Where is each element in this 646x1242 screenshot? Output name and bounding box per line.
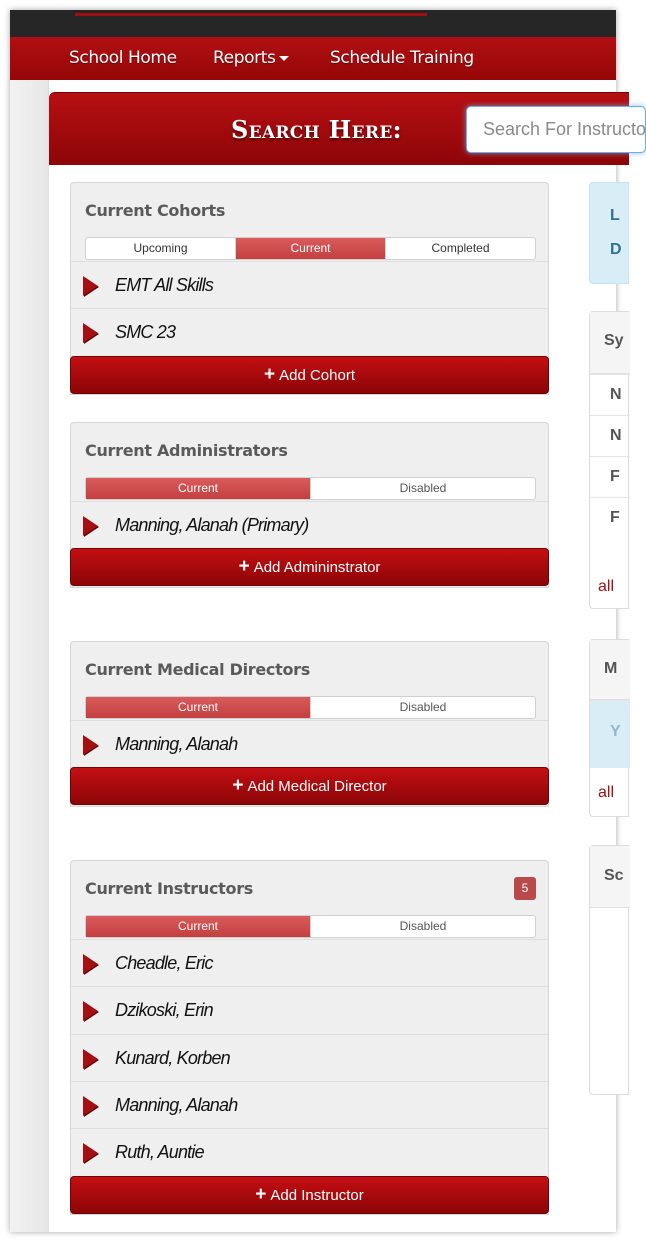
instructors-title: Current Instructors: [85, 879, 254, 898]
top-accent-line: [75, 13, 427, 16]
nav-schedule-training[interactable]: Schedule Training: [330, 48, 474, 68]
instructor-item[interactable]: [71, 986, 548, 1033]
instructor-item[interactable]: [71, 1034, 548, 1081]
right-panel-2-title: M: [604, 660, 618, 677]
right-panel-3-title: Sc: [604, 867, 624, 884]
left-gutter: [10, 80, 49, 1232]
expand-arrow-icon: [83, 1049, 98, 1069]
administrator-item[interactable]: [71, 501, 548, 548]
right-panel-1-title: Sy: [604, 332, 624, 349]
search-banner: [49, 92, 629, 165]
instructor-name: Cheadle, Eric: [115, 953, 213, 973]
right-panel-2-link[interactable]: all: [598, 784, 615, 801]
instructor-name: Kunard, Korben: [115, 1048, 230, 1068]
row-text: N: [610, 386, 622, 403]
add-instructor-button[interactable]: [70, 1176, 549, 1214]
nav-school-home[interactable]: School Home: [69, 48, 177, 68]
right-panel-3: [589, 845, 629, 1095]
row-text: Y: [610, 723, 621, 740]
instructor-item[interactable]: [71, 939, 548, 986]
administrators-tabs: [85, 477, 536, 500]
tab-upcoming[interactable]: Upcoming: [86, 238, 236, 259]
instructor-name: Manning, Alanah: [115, 1095, 238, 1115]
tab-current[interactable]: Current: [86, 697, 311, 718]
tab-disabled[interactable]: Disabled: [399, 700, 447, 714]
right-panel-1-link[interactable]: all: [598, 578, 615, 595]
administrators-title: Current Administrators: [85, 441, 288, 460]
main-navbar: [10, 37, 616, 80]
expand-arrow-icon: [83, 1096, 98, 1116]
add-instructor-label: Add Instructor: [270, 1187, 364, 1204]
info-line-2: D: [610, 241, 622, 258]
tab-current[interactable]: Current: [86, 916, 311, 937]
cohort-item[interactable]: [71, 261, 548, 308]
medical-directors-tabs: [85, 696, 536, 719]
medical-director-item[interactable]: [71, 720, 548, 767]
expand-arrow-icon: [83, 954, 98, 974]
instructor-name: Dzikoski, Erin: [115, 1000, 213, 1020]
instructor-item[interactable]: [71, 1081, 548, 1128]
expand-arrow-icon: [83, 1143, 98, 1163]
tab-disabled[interactable]: Disabled: [399, 919, 447, 933]
add-administrator-label: Add Admininstrator: [253, 559, 381, 576]
expand-arrow-icon: [83, 1001, 98, 1021]
row-text: F: [610, 468, 620, 485]
tab-completed[interactable]: Completed: [431, 241, 490, 255]
tab-current[interactable]: Current: [236, 238, 386, 259]
cohort-item[interactable]: [71, 308, 548, 355]
tab-disabled[interactable]: Disabled: [399, 481, 447, 495]
instructors-tabs: [85, 915, 536, 938]
info-alert-box: [589, 182, 629, 284]
table-row: [590, 415, 630, 456]
add-administrator-button[interactable]: [70, 548, 549, 586]
add-cohort-button[interactable]: [70, 356, 549, 394]
row-text: F: [610, 509, 620, 526]
administrators-panel: [70, 422, 549, 588]
cohorts-title: Current Cohorts: [85, 201, 226, 220]
expand-arrow-icon: [83, 516, 98, 536]
right-panel-2: [589, 639, 629, 817]
instructor-name: Ruth, Auntie: [115, 1142, 204, 1162]
plus-icon: +: [238, 556, 250, 577]
add-medical-director-label: Add Medical Director: [247, 778, 387, 795]
search-heading: Search Here:: [231, 115, 402, 144]
medical-director-name: Manning, Alanah: [115, 734, 238, 754]
right-panel-1: [589, 311, 629, 609]
nav-reports[interactable]: [213, 37, 289, 80]
row-text: N: [610, 427, 622, 444]
app-window: [10, 10, 624, 1232]
cohorts-panel: [70, 182, 549, 395]
cohort-name: EMT All Skills: [115, 275, 214, 295]
expand-arrow-icon: [83, 276, 98, 296]
top-bar: [10, 10, 616, 37]
caret-down-icon: [279, 56, 289, 61]
medical-directors-panel: [70, 641, 549, 807]
table-row: [590, 374, 630, 415]
cohort-name: SMC 23: [115, 322, 176, 342]
plus-icon: +: [264, 364, 276, 385]
plus-icon: +: [232, 775, 244, 796]
add-medical-director-button[interactable]: [70, 767, 549, 805]
info-line-1: L: [610, 207, 620, 224]
administrator-name: Manning, Alanah (Primary): [115, 515, 309, 535]
instructors-panel: [70, 860, 549, 1215]
medical-directors-title: Current Medical Directors: [85, 660, 310, 679]
tab-current[interactable]: Current: [86, 478, 311, 499]
instructor-count-badge: 5: [514, 877, 536, 900]
instructor-item[interactable]: [71, 1128, 548, 1175]
table-row: [590, 456, 630, 497]
search-input[interactable]: [466, 106, 646, 153]
plus-icon: +: [255, 1184, 267, 1205]
expand-arrow-icon: [83, 323, 98, 343]
expand-arrow-icon: [83, 735, 98, 755]
table-row: [590, 497, 630, 565]
info-row: [590, 700, 630, 768]
add-cohort-label: Add Cohort: [279, 367, 355, 384]
nav-reports-label: Reports: [213, 48, 276, 68]
cohorts-tabs: [85, 237, 536, 260]
